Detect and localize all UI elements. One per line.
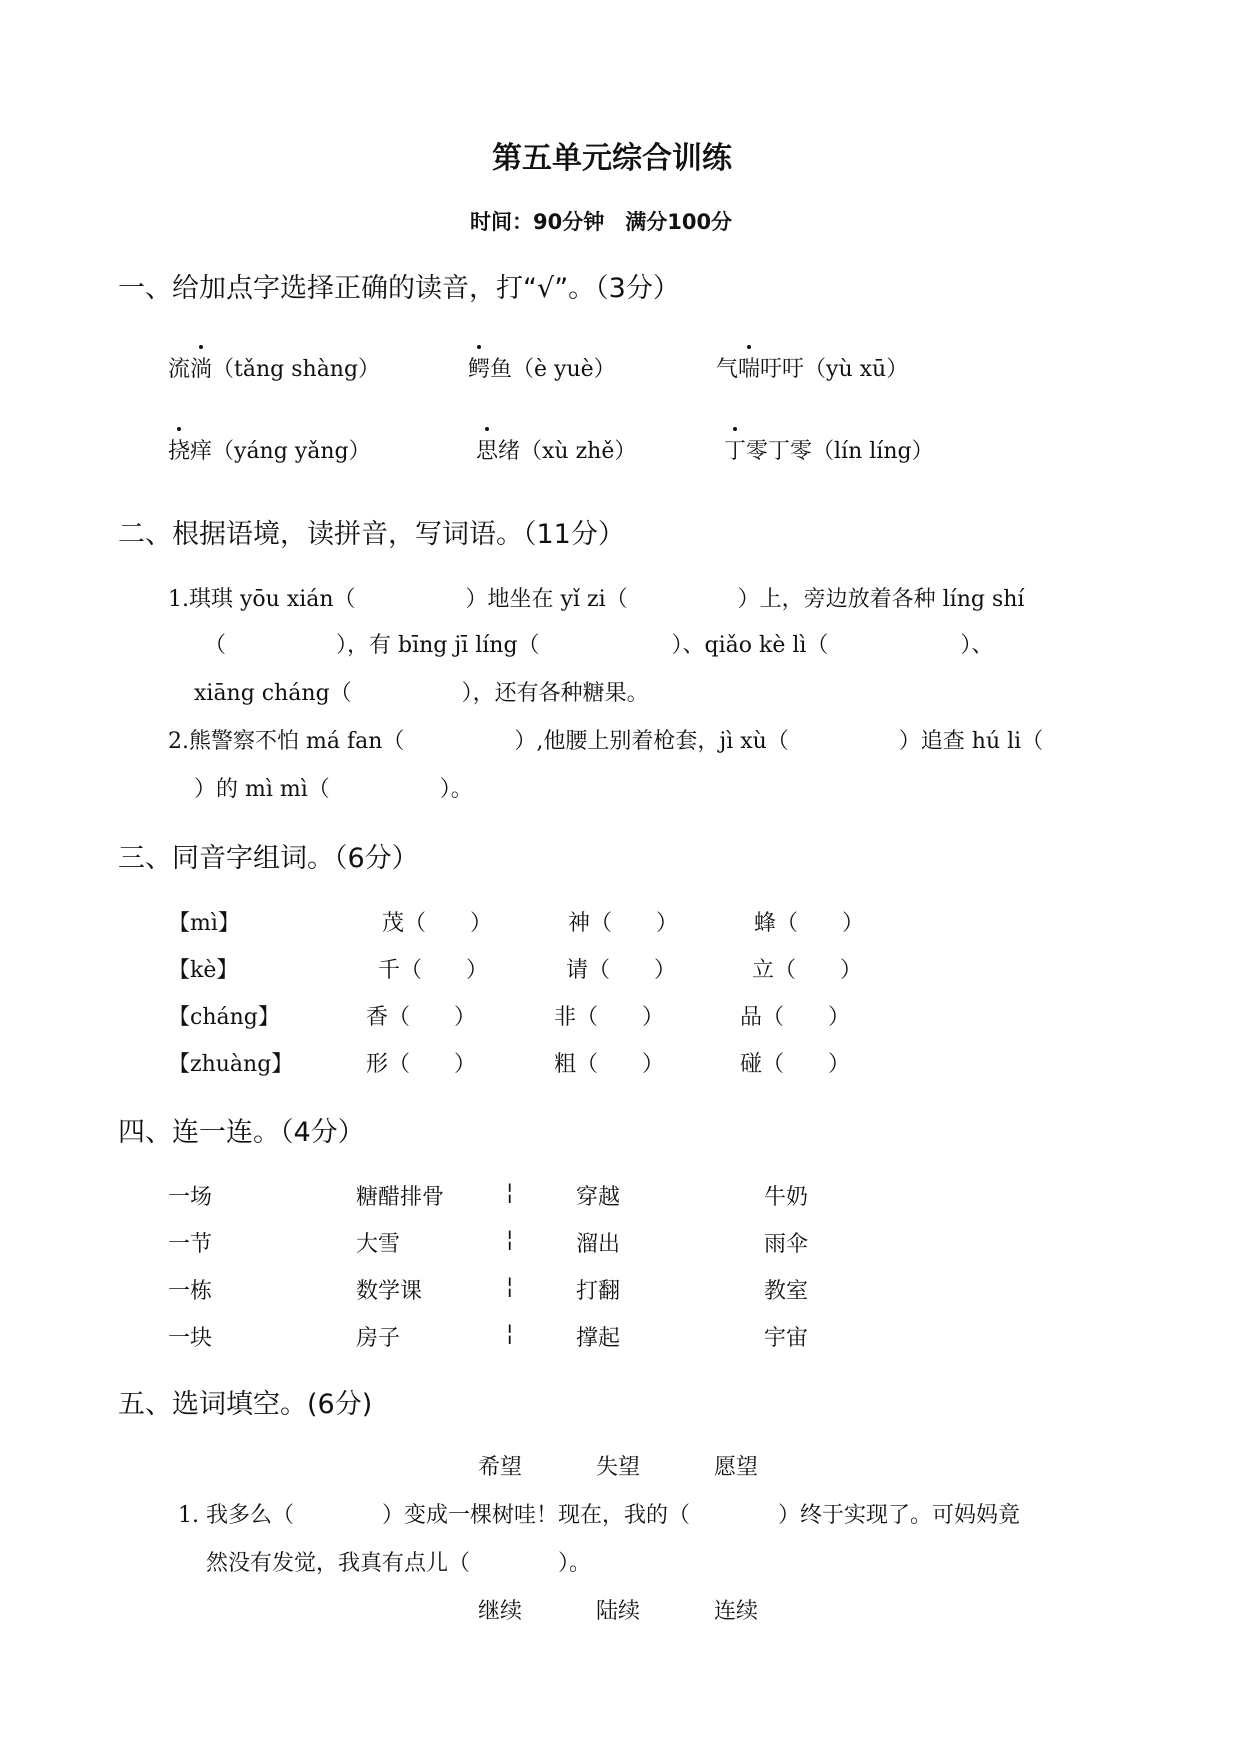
s1-item-3-post: 吁吁（yù xū） bbox=[760, 357, 909, 382]
s1-item-5-dotted: 思 bbox=[476, 434, 498, 465]
s1-item-3-pre: 气 bbox=[716, 357, 739, 382]
s1-item-4 bbox=[168, 434, 371, 465]
s5-bank-1-word-3: 愿望 bbox=[714, 1455, 759, 1480]
s1-item-4-post: 痒（yáng yǎng） bbox=[190, 439, 371, 464]
s4-row-3-verb: 打翻 bbox=[576, 1279, 621, 1304]
s4-row-2-noun: 大雪 bbox=[356, 1232, 401, 1257]
section-5-heading: 五、选词填空。(6分) bbox=[118, 1389, 373, 1420]
s3-row-2-word-3: 立（ ） bbox=[752, 958, 863, 983]
s3-row-3-word-1: 香（ ） bbox=[366, 1005, 477, 1030]
s2-line-1: 1.琪琪 yōu xián（ ）地坐在 yǐ zi（ ）上，旁边放着各种 líng shí bbox=[168, 587, 1025, 612]
s1-item-4-dotted: 挠 bbox=[168, 434, 190, 465]
s2-line-4: 2.熊警察不怕 má fan（ ）,他腰上别着枪套，jì xù（ ）追查 hú li（ bbox=[168, 729, 1044, 754]
s4-row-2-object: 雨伞 bbox=[764, 1232, 809, 1257]
s4-row-4-measure: 一块 bbox=[168, 1326, 213, 1351]
s3-row-4-label: 【zhuàng】 bbox=[168, 1052, 294, 1077]
s4-row-3-object: 教室 bbox=[764, 1279, 809, 1304]
s3-row-3-word-3: 品（ ） bbox=[740, 1005, 851, 1030]
s4-row-4-noun: 房子 bbox=[356, 1326, 401, 1351]
s3-row-2-word-1: 千（ ） bbox=[378, 958, 489, 983]
s4-row-1-separator: ¦ bbox=[506, 1180, 514, 1205]
s3-row-4-word-3: 碰（ ） bbox=[740, 1052, 851, 1077]
section-2-heading: 二、根据语境，读拼音，写词语。（11分） bbox=[118, 519, 625, 550]
s4-row-1-measure: 一场 bbox=[168, 1185, 213, 1210]
page-title: 第五单元综合训练 bbox=[492, 141, 732, 176]
s4-row-2-verb: 溜出 bbox=[576, 1232, 621, 1257]
s4-row-4-object: 宇宙 bbox=[764, 1326, 809, 1351]
s1-item-1-pre: 流 bbox=[168, 357, 191, 382]
s5-q1-line-1: 1. 我多么（ ）变成一棵树哇！现在，我的（ ）终于实现了。可妈妈竟 bbox=[178, 1503, 1020, 1528]
s3-row-1-word-2: 神（ ） bbox=[568, 911, 679, 936]
s1-item-2-dotted: 鳄 bbox=[468, 352, 490, 383]
s5-q1-line-2: 然没有发觉，我真有点儿（ ）。 bbox=[206, 1551, 592, 1576]
s1-item-3-dotted: 喘 bbox=[738, 352, 760, 383]
s5-bank-1-word-1: 希望 bbox=[478, 1455, 523, 1480]
s4-row-4-separator: ¦ bbox=[506, 1321, 514, 1346]
s4-row-1-noun: 糖醋排骨 bbox=[356, 1185, 445, 1210]
s1-item-3 bbox=[716, 352, 908, 383]
s3-row-1-word-1: 茂（ ） bbox=[382, 911, 493, 936]
s5-bank-1-word-2: 失望 bbox=[596, 1455, 641, 1480]
s4-row-2-separator: ¦ bbox=[506, 1227, 514, 1252]
s4-row-3-separator: ¦ bbox=[506, 1274, 514, 1299]
s3-row-4-word-1: 形（ ） bbox=[366, 1052, 477, 1077]
s1-item-6-dotted: 丁 bbox=[724, 434, 746, 465]
s3-row-3-word-2: 非（ ） bbox=[554, 1005, 665, 1030]
s3-row-2-label: 【kè】 bbox=[168, 958, 239, 983]
s1-item-1-post: （tǎng shàng） bbox=[212, 357, 381, 382]
s2-line-5: ）的 mì mì（ ）。 bbox=[194, 777, 473, 802]
s3-row-4-word-2: 粗（ ） bbox=[554, 1052, 665, 1077]
s1-item-6-post: 零丁零（lín líng） bbox=[746, 439, 934, 464]
s5-bank-2-word-3: 连续 bbox=[714, 1599, 759, 1624]
s3-row-1-label: 【mì】 bbox=[168, 911, 240, 936]
s3-row-3-label: 【cháng】 bbox=[168, 1005, 280, 1030]
section-4-heading: 四、连一连。（4分） bbox=[118, 1117, 365, 1148]
s1-item-5-post: 绪（xù zhě） bbox=[498, 439, 637, 464]
s2-line-2: （ ），有 bīng jī líng（ ）、qiǎo kè lì（ ）、 bbox=[204, 633, 994, 658]
s3-row-1-word-3: 蜂（ ） bbox=[754, 911, 865, 936]
section-1-heading: 一、给加点字选择正确的读音，打“√”。（3分） bbox=[118, 273, 680, 304]
s4-row-1-object: 牛奶 bbox=[764, 1185, 809, 1210]
s4-row-3-noun: 数学课 bbox=[356, 1279, 423, 1304]
s1-item-2-post: 鱼（è yuè） bbox=[490, 357, 616, 382]
s1-item-6 bbox=[724, 434, 934, 465]
s4-row-4-verb: 撑起 bbox=[576, 1326, 621, 1351]
page-subtitle: 时间：90分钟 满分100分 bbox=[470, 210, 733, 234]
s3-row-2-word-2: 请（ ） bbox=[566, 958, 677, 983]
s1-item-1-dotted: 淌 bbox=[190, 352, 212, 383]
section-3-heading: 三、同音字组词。（6分） bbox=[118, 843, 419, 874]
s5-bank-2-word-1: 继续 bbox=[478, 1599, 523, 1624]
s1-item-5 bbox=[476, 434, 636, 465]
s2-line-3: xiāng cháng（ ），还有各种糖果。 bbox=[194, 681, 649, 706]
s4-row-3-measure: 一栋 bbox=[168, 1279, 213, 1304]
s1-item-1 bbox=[168, 352, 380, 383]
s4-row-2-measure: 一节 bbox=[168, 1232, 213, 1257]
s1-item-2 bbox=[468, 352, 616, 383]
s5-bank-2-word-2: 陆续 bbox=[596, 1599, 641, 1624]
s4-row-1-verb: 穿越 bbox=[576, 1185, 621, 1210]
